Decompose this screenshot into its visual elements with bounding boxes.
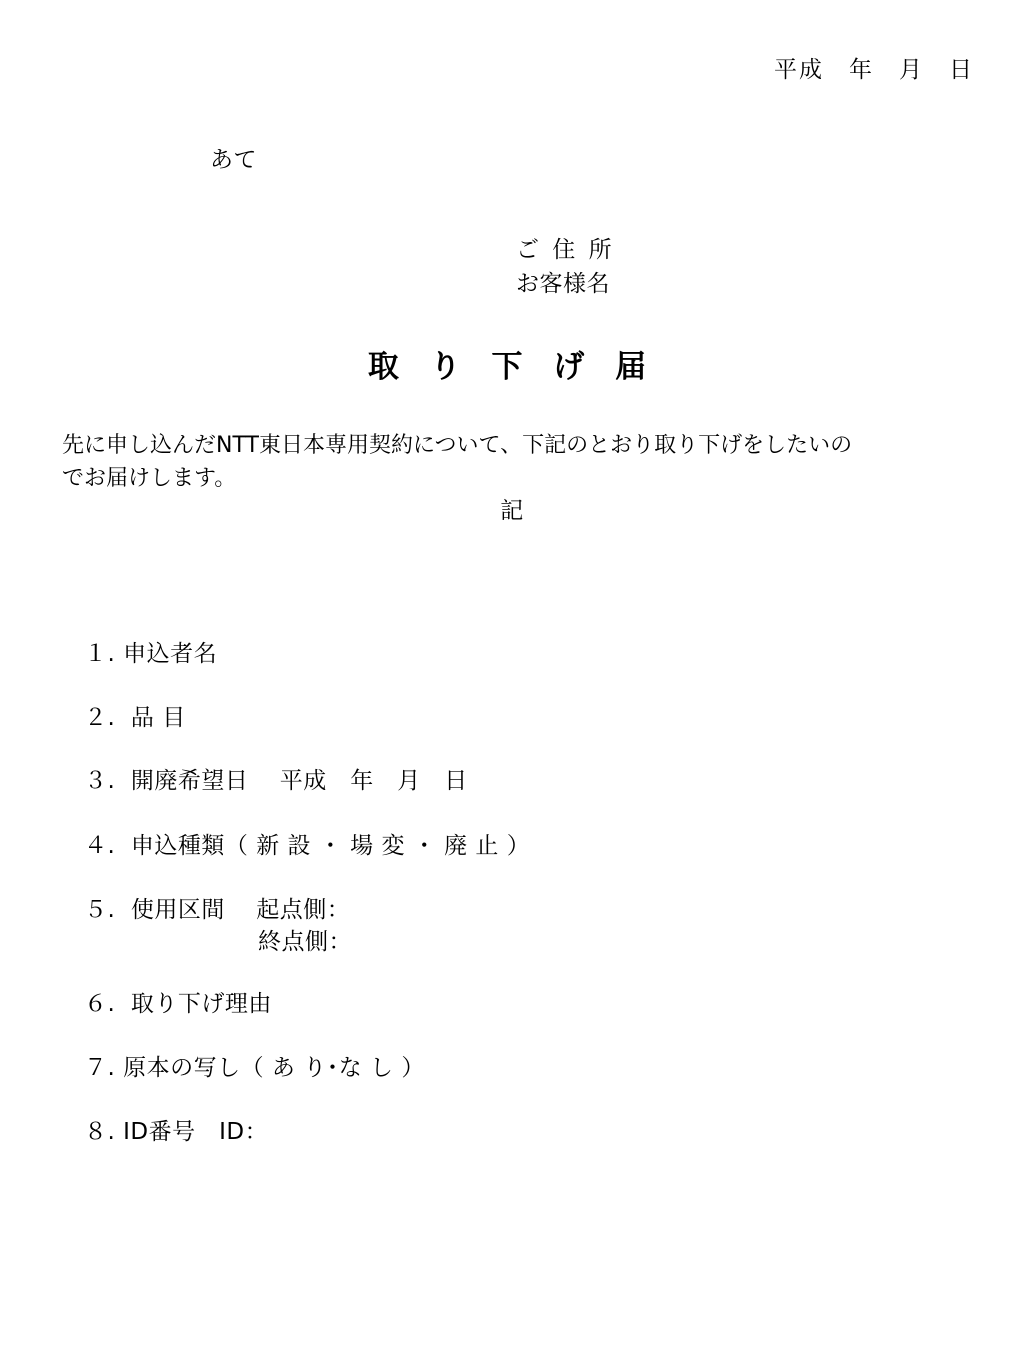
item-desired-date: ３. 開廃希望日 平成 年 月 日 bbox=[84, 768, 468, 794]
item-id-number: ８. ID番号 ID： bbox=[84, 1119, 269, 1145]
item-usage-section-end: 終点側： bbox=[258, 929, 352, 955]
item-applicant-name: １. 申込者名 bbox=[84, 641, 218, 667]
ki-label: 記 bbox=[500, 498, 524, 524]
item-usage-section-start: ５. 使用区間 起点側： bbox=[84, 897, 351, 923]
item-original-copy: ７. 原本の写し（ あ り･な し ） bbox=[84, 1055, 425, 1081]
customer-name-label: お客様名 bbox=[516, 271, 610, 297]
date-line: 平成 年 月 日 bbox=[774, 57, 974, 83]
addressee-suffix: あて bbox=[210, 147, 257, 173]
item-product: ２. 品 目 bbox=[84, 705, 186, 731]
address-label: ご 住 所 bbox=[516, 237, 615, 263]
item-application-type: ４. 申込種類（ 新 設 ・ 場 変 ・ 廃 止 ） bbox=[84, 833, 531, 859]
document-title: 取 り 下 げ 届 bbox=[367, 349, 657, 385]
intro-text-line-1: 先に申し込んだNTT東日本専用契約について、下記のとおり取り下げをしたいの bbox=[62, 433, 853, 458]
item-withdrawal-reason: ６. 取り下げ理由 bbox=[84, 991, 272, 1017]
intro-text-line-2: でお届けします。 bbox=[62, 466, 237, 491]
